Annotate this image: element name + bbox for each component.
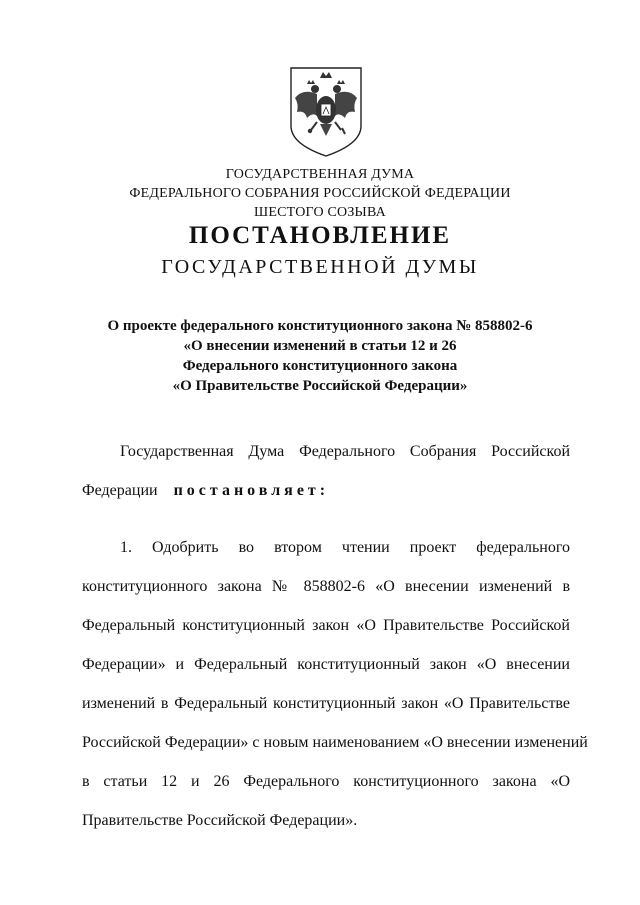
issuer-header	[0, 165, 640, 222]
item-line: 1. Одобрить во втором чтении проект федерального	[120, 539, 570, 556]
subject-line: Федерального конституционного закона	[182, 358, 458, 374]
header-line-assembly: ФЕДЕРАЛЬНОГО СОБРАНИЯ РОССИЙСКОЙ ФЕДЕРАЦИИ	[129, 186, 511, 201]
document-type-subtitle: ГОСУДАРСТВЕННОЙ ДУМЫ	[161, 256, 479, 278]
state-emblem-icon	[287, 64, 365, 158]
item-line: Правительстве Российской Федерации».	[82, 812, 358, 829]
document-subject	[0, 316, 640, 396]
header-line-duma: ГОСУДАРСТВЕННАЯ ДУМА	[225, 167, 415, 182]
item-line: в статьи 12 и 26 Федерального конституционного закона «О	[82, 773, 570, 790]
item-line: Российской Федерации» с новым наименованием «О внесении изменений	[82, 734, 588, 751]
preamble-word: Федерации	[82, 482, 158, 499]
subject-line: «О Правительстве Российской Федерации»	[172, 378, 468, 394]
item-line: изменений в Федеральный конституционный закон «О Правительстве	[82, 695, 570, 712]
preamble-line: Государственная Дума Федерального Собрания Российской	[120, 443, 570, 460]
document-type-title: ПОСТАНОВЛЕНИЕ	[188, 222, 452, 249]
subject-line: «О внесении изменений в статьи 12 и 26	[183, 338, 457, 354]
resolution-item-1	[82, 538, 588, 831]
item-line: конституционного закона № 858802-6 «О внесении изменений в	[82, 578, 570, 595]
preamble-paragraph	[82, 442, 570, 501]
preamble-line	[82, 481, 570, 501]
subject-line: О проекте федерального конституционного закона № 858802-6	[107, 318, 533, 334]
header-line-convocation: ШЕСТОГО СОЗЫВА	[254, 205, 386, 220]
item-line: Федеральный конституционный закон «О Правительстве Российской	[82, 617, 570, 634]
resolves-keyword: постановляет:	[173, 482, 330, 499]
item-line: Федерации» и Федеральный конституционный закон «О внесении	[82, 656, 570, 673]
